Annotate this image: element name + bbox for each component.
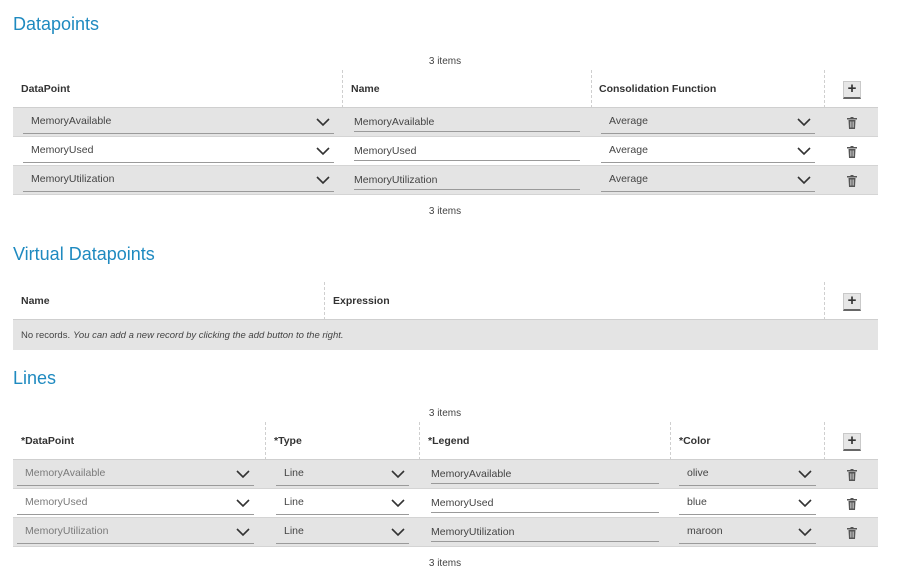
trash-icon[interactable]	[847, 146, 857, 158]
datapoints-count-bottom: 3 items	[428, 206, 462, 217]
datapoints-title: Datapoints	[13, 14, 100, 34]
col-legend[interactable]: *Legend	[428, 435, 470, 447]
type-select[interactable]: Line	[276, 520, 409, 544]
col-expression[interactable]: Expression	[333, 295, 390, 307]
col-datapoint[interactable]: *DataPoint	[21, 435, 75, 447]
legend-input[interactable]: MemoryAvailable	[431, 464, 659, 484]
col-datapoint[interactable]: DataPoint	[21, 83, 71, 95]
datapoint-select[interactable]: MemoryUsed	[23, 139, 334, 163]
table-row	[13, 108, 878, 137]
chevron-down-icon	[316, 146, 330, 156]
chevron-down-icon	[797, 117, 811, 127]
color-select[interactable]: blue	[679, 491, 816, 515]
name-input[interactable]: MemoryAvailable	[354, 112, 580, 132]
chevron-down-icon	[797, 175, 811, 185]
lines-count-bottom: 3 items	[428, 558, 462, 568]
datapoint-select[interactable]: MemoryUsed	[17, 491, 254, 515]
virtual-datapoints-title: Virtual Datapoints	[13, 244, 155, 264]
chevron-down-icon	[391, 469, 405, 479]
color-select[interactable]: olive	[679, 462, 816, 486]
type-select[interactable]: Line	[276, 462, 409, 486]
function-select[interactable]: Average	[601, 168, 815, 192]
col-type[interactable]: *Type	[274, 435, 302, 447]
chevron-down-icon	[797, 146, 811, 156]
datapoint-select[interactable]: MemoryAvailable	[23, 110, 334, 134]
no-records-hint: You can add a new record by clicking the add button to the right.	[73, 329, 344, 341]
virtual-header	[13, 282, 878, 320]
chevron-down-icon	[236, 498, 250, 508]
chevron-down-icon	[236, 469, 250, 479]
table-row	[13, 166, 878, 195]
legend-input[interactable]: MemoryUsed	[431, 493, 659, 513]
no-records-message: No records. You can add a new record by clicking the add button to the right.	[13, 320, 878, 350]
table-row	[13, 137, 878, 166]
col-name[interactable]: Name	[351, 83, 380, 95]
add-line-button[interactable]: +	[843, 433, 861, 451]
name-input[interactable]: MemoryUsed	[354, 141, 580, 161]
color-select[interactable]: maroon	[679, 520, 816, 544]
datapoint-select[interactable]: MemoryUtilization	[23, 168, 334, 192]
trash-icon[interactable]	[847, 527, 857, 539]
trash-icon[interactable]	[847, 498, 857, 510]
col-name[interactable]: Name	[21, 295, 50, 307]
chevron-down-icon	[798, 469, 812, 479]
chevron-down-icon	[316, 117, 330, 127]
table-row	[13, 518, 878, 547]
trash-icon[interactable]	[847, 175, 857, 187]
chevron-down-icon	[391, 498, 405, 508]
chevron-down-icon	[798, 498, 812, 508]
table-row	[13, 460, 878, 489]
col-color[interactable]: *Color	[679, 435, 711, 447]
function-select[interactable]: Average	[601, 110, 815, 134]
table-row	[13, 489, 878, 518]
legend-input[interactable]: MemoryUtilization	[431, 522, 659, 542]
chevron-down-icon	[798, 527, 812, 537]
add-datapoint-button[interactable]: +	[843, 81, 861, 99]
datapoint-select[interactable]: MemoryAvailable	[17, 462, 254, 486]
lines-title: Lines	[13, 368, 57, 388]
trash-icon[interactable]	[847, 117, 857, 129]
trash-icon[interactable]	[847, 469, 857, 481]
datapoint-select[interactable]: MemoryUtilization	[17, 520, 254, 544]
chevron-down-icon	[236, 527, 250, 537]
lines-header	[13, 422, 878, 460]
lines-count-top: 3 items	[428, 408, 462, 419]
col-consolidation-function[interactable]: Consolidation Function	[599, 83, 717, 95]
function-select[interactable]: Average	[601, 139, 815, 163]
datapoints-count-top: 3 items	[428, 56, 462, 67]
chevron-down-icon	[316, 175, 330, 185]
datapoints-header	[13, 70, 878, 108]
name-input[interactable]: MemoryUtilization	[354, 170, 580, 190]
add-virtual-datapoint-button[interactable]: +	[843, 293, 861, 311]
chevron-down-icon	[391, 527, 405, 537]
type-select[interactable]: Line	[276, 491, 409, 515]
